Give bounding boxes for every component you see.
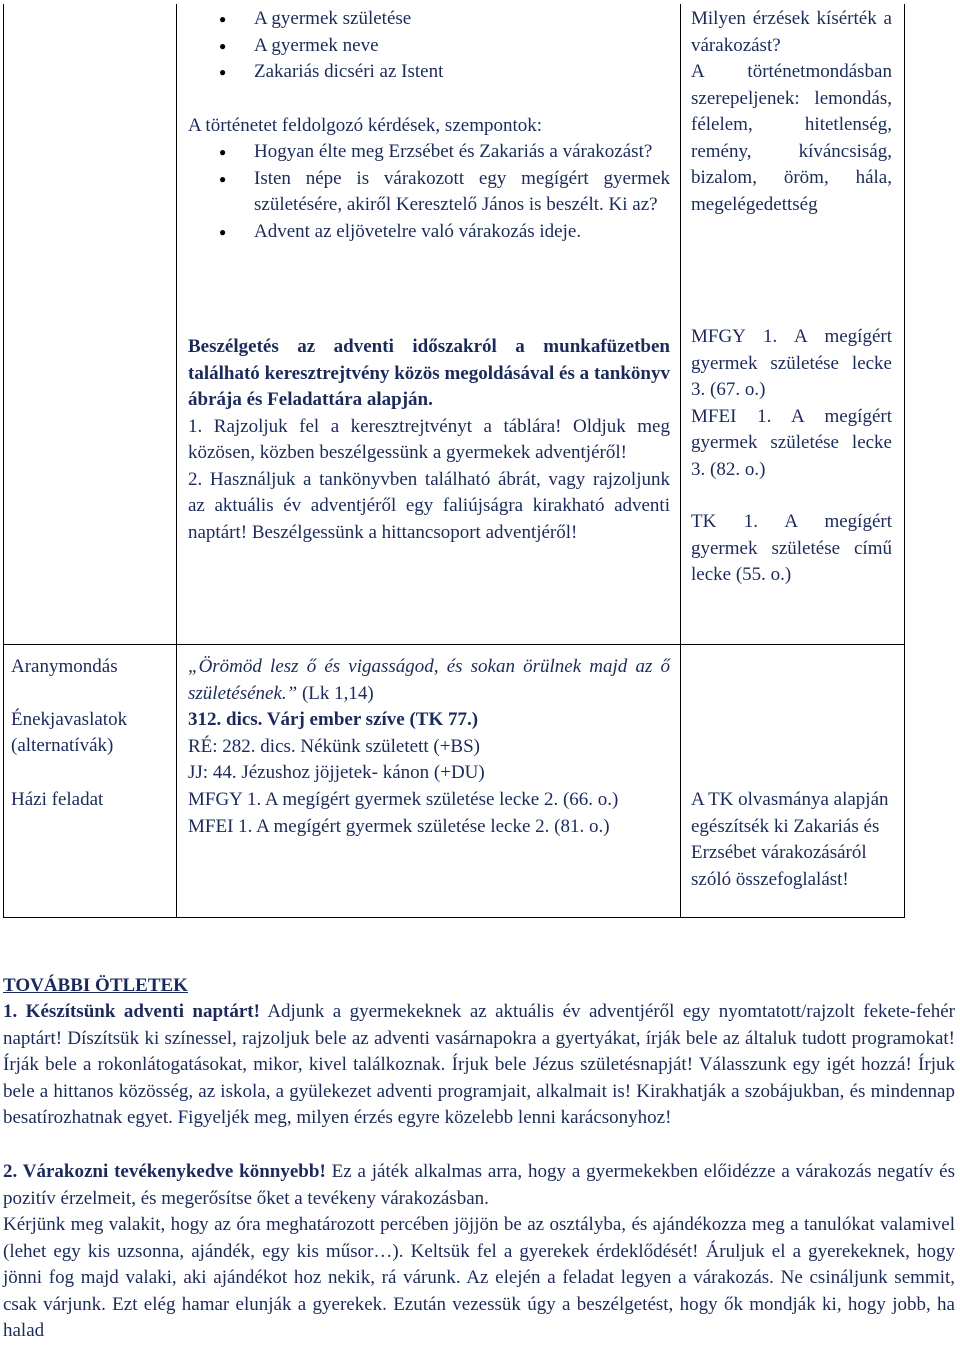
song-main: 312. dics. Várj ember szíve (TK 77.)	[188, 709, 479, 730]
list-item: ● Isten népe is várakozott egy megígért gyermek születésére, akiről Keresztelő János is beszélt. Ki az?	[187, 166, 670, 219]
label-homework: Házi feladat	[11, 789, 104, 810]
table-divider-1	[176, 4, 177, 918]
label-aranymondas: Aranymondás	[11, 656, 118, 677]
homework-note: A TK olvasmánya alapján egészítsék ki Zakariás és Erzsébet várakozásáról szóló összefoglalást!	[691, 789, 889, 890]
golden-verse-ref: (Lk 1,14)	[297, 682, 374, 704]
extra-heading-text: TOVÁBBI ÖTLETEK	[3, 975, 188, 996]
extra-idea-1	[3, 999, 955, 1132]
extra-idea-2	[3, 1159, 955, 1212]
idea-2-title: 2. Várakozni tevékenykedve könnyebb!	[3, 1161, 326, 1182]
song-jj: JJ: 44. Jézushoz jöjjetek- kánon (+DU)	[188, 762, 485, 783]
discussion-cell	[188, 334, 670, 546]
questions-heading: A történetet feldolgozó kérdések, szempontok:	[188, 114, 543, 136]
feelings-cell	[691, 6, 892, 218]
idea-2-text: Ez a játék alkalmas arra, hogy a gyermekekben előidézze a várakozás negatív és pozitív érzelmeit, és megerősítse őket a tevékeny várakozásban.	[3, 1161, 955, 1209]
song-suggestions	[188, 707, 670, 787]
list-item: ● Advent az eljövetelre való várakozás ideje.	[187, 219, 670, 246]
ref-tk: TK 1. A megígért gyermek születése című lecke (55. o.)	[691, 511, 892, 585]
table-divider-2	[680, 4, 681, 918]
idea-2-paragraph: Kérjünk meg valakit, hogy az óra meghatározott percében jöjjön be az osztályba, és ajándékozza meg a tanulókat valamivel (lehet egy kis uzsonna, ajándék, egy kis műsor…). Keltsük fel a gyerekek érdeklődését! Áruljuk el a gyerekeknek, hogy jönni fog majd valaki, aki ajándékot hoz nekik, rá várunk. Az elején a feladat legyen a várakozás. Ne csináljunk semmit, csak várjunk. Ezt elég hamar elunják a gyerekek. Ezután vezessük úgy a beszélgetést, hogy ők mondják ki, hogy jobb, ha halad	[3, 1214, 955, 1341]
table-border-bottom	[3, 917, 905, 918]
extra-heading	[3, 973, 955, 1000]
homework-mfei: MFEI 1. A megígért gyermek születése lecke 2. (81. o.)	[188, 815, 610, 837]
golden-verse	[188, 654, 670, 707]
idea-1-title: 1. Készítsünk adventi naptárt!	[3, 1001, 260, 1022]
questions-list	[187, 139, 670, 245]
ref-mfgy: MFGY 1. A megígért gyermek születése lecke 3. (67. o.)	[691, 326, 892, 400]
feelings-text: A történetmondásban szerepeljenek: lemondás, félelem, hitetlenség, remény, kíváncsiság, bizalom, öröm, hála, megelégedettség	[691, 61, 892, 215]
refs-cell	[691, 324, 892, 589]
idea-1-text: Adjunk a gyermekeknek az aktuális év adventjéről egy nyomtatott/rajzolt fekete-fehér naptárt! Díszítsük ki színessel, rajzoljuk bele az adventi vasárnapokra a gyertyákat, írják bele az általuk tudott programokat! Írják bele a rokonlátogatásokat, mikor, kivel találkoznak. Írjuk bele Jézus születésnapját! Válasszunk egy igét hozzá! Írjuk bele a hittanos közösség, az iskola, a gyülekezet adventi programjait, alkalmait is! Kirakhatják a szobájukban, és mindennap besatírozhatnak egyet. Figyeljék meg, milyen érzés egyre közelebb lenni karácsonyhoz!	[3, 1001, 955, 1128]
list-item: ● Zakariás dicséri az Istent	[187, 59, 670, 86]
ref-mfei: MFEI 1. A megígért gyermek születése lecke 3. (82. o.)	[691, 405, 892, 480]
discussion-step-1: 1. Rajzoljuk fel a keresztrejtvényt a táblára! Oldjuk meg közösen, közben beszélgessünk a gyermekek adventjéről!	[188, 415, 670, 463]
discussion-step-2: 2. Használjuk a tankönyvben található ábrát, vagy rajzoljunk az aktuális év adventjéről egy faliújságra kirakható adventi naptárt! Beszélgessünk a hittancsoport adventjéről!	[188, 468, 670, 543]
story-content-cell	[188, 6, 670, 245]
list-item: ● Hogyan élte meg Erzsébet és Zakariás a várakozást?	[187, 139, 670, 166]
table-border-right	[904, 4, 905, 918]
table-row-divider	[3, 644, 905, 645]
feelings-question: Milyen érzések kísérték a várakozást?	[691, 8, 892, 56]
table-border-left	[3, 4, 4, 918]
discussion-heading: Beszélgetés az adventi időszakról a munkafüzetben található keresztrejtvény közös megoldásával és a tankönyv ábrája és Feladattára alapján.	[188, 336, 670, 410]
golden-verse-quote: „Örömöd lesz ő és vigasságod, és sokan örülnek majd az ő születésének.”	[188, 656, 670, 704]
homework-mfgy: MFGY 1. A megígért gyermek születése lecke 2. (66. o.)	[188, 789, 619, 810]
list-item: ● A gyermek neve	[187, 33, 670, 60]
song-re: RÉ: 282. dics. Nékünk született (+BS)	[188, 735, 480, 757]
topic-list	[187, 6, 670, 86]
list-item: ● A gyermek születése	[187, 6, 670, 33]
homework-cell	[188, 787, 670, 840]
label-songs: Énekjavaslatok	[11, 709, 128, 730]
label-songs-alt: (alternatívák)	[11, 735, 114, 756]
